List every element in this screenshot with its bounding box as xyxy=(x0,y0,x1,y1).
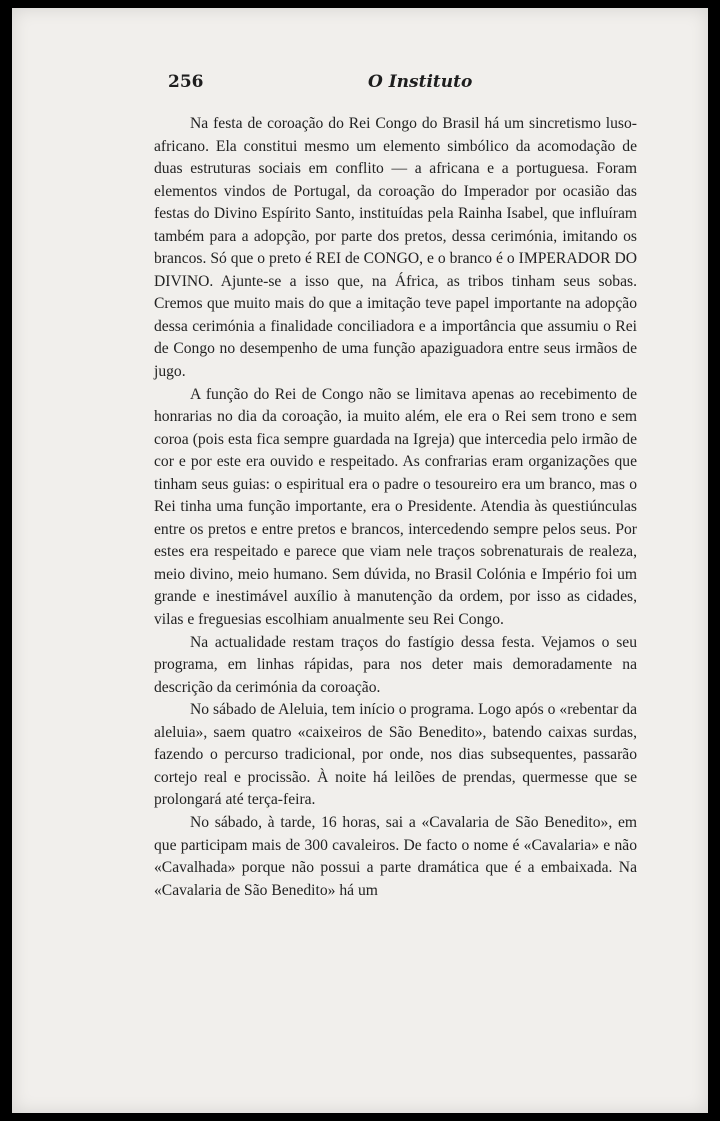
paragraph-4: No sábado de Aleluia, tem início o programa. Logo após o «rebentar da aleluia», saem quatro «caixeiros de São Benedito», batendo caixas surdas, fazendo o percurso tradicional, por onde, nos dias subsequentes, passarão cortejo real e procissão. À noite há leilões de prendas, quermesse que se prolongará até terça-feira. xyxy=(154,701,637,809)
page-number: 256 xyxy=(168,72,204,92)
page-header xyxy=(168,72,658,98)
paragraph-3: Na actualidade restam traços do fastígio dessa festa. Vejamos o seu programa, em linhas rápidas, para nos deter mais demoradamente na descrição da cerimónia da coroação. xyxy=(154,633,637,696)
body-text xyxy=(154,113,637,902)
running-title: O Instituto xyxy=(368,72,473,92)
paragraph-2: A função do Rei de Congo não se limitava apenas ao recebimento de honrarias no dia da coroação, ia muito além, ele era o Rei sem trono e sem coroa (pois esta fica sempre guardada na Igreja) que intercedia pelo irmão de cor e por este era ouvido e respeitado. As confrarias eram organizações que tinham seus guias: o espiritual era o padre o tesoureiro era um branco, mas o Rei tinha uma função importante, era o Presidente. Atendia às questiúnculas entre os pretos e entre pretos e brancos, intercedendo sempre pelos seus. Por estes era respeitado e parece que viam nele traços sobrenaturais de realeza, meio divino, meio humano. Sem dúvida, no Brasil Colónia e Império foi um grande e inestimável auxílio à manutenção da ordem, por isso as cidades, vilas e freguesias escolhiam anualmente seu Rei Congo. xyxy=(154,385,637,629)
paragraph-1: Na festa de coroação do Rei Congo do Brasil há um sincretismo luso-africano. Ela constitui mesmo um elemento simbólico da acomodação de duas estruturas sociais em conflito — a africana e a portuguesa. Foram elementos vindos de Portugal, da coroação do Imperador por ocasião das festas do Divino Espírito Santo, instituídas pela Rainha Isabel, que influíram também para a adopção, por parte dos pretos, dessa cerimónia, imitando os brancos. Só que o preto é REI de CONGO, e o branco é o IMPERADOR DO DIVINO. Ajunte-se a isso que, na África, as tribos tinham seus sobas. Cremos que muito mais do que a imitação teve papel importante na adopção dessa cerimónia a finalidade conciliadora e a importância que assumiu o Rei de Congo no desempenho de uma função apaziguadora entre seus irmãos de jugo. xyxy=(154,115,637,381)
paragraph-5: No sábado, à tarde, 16 horas, sai a «Cavalaria de São Benedito», em que participam mais de 300 cavaleiros. De facto o nome é «Cavalaria» e não «Cavalhada» porque não possui a parte dramática que é a embaixada. Na «Cavalaria de São Benedito» há um xyxy=(154,813,637,899)
